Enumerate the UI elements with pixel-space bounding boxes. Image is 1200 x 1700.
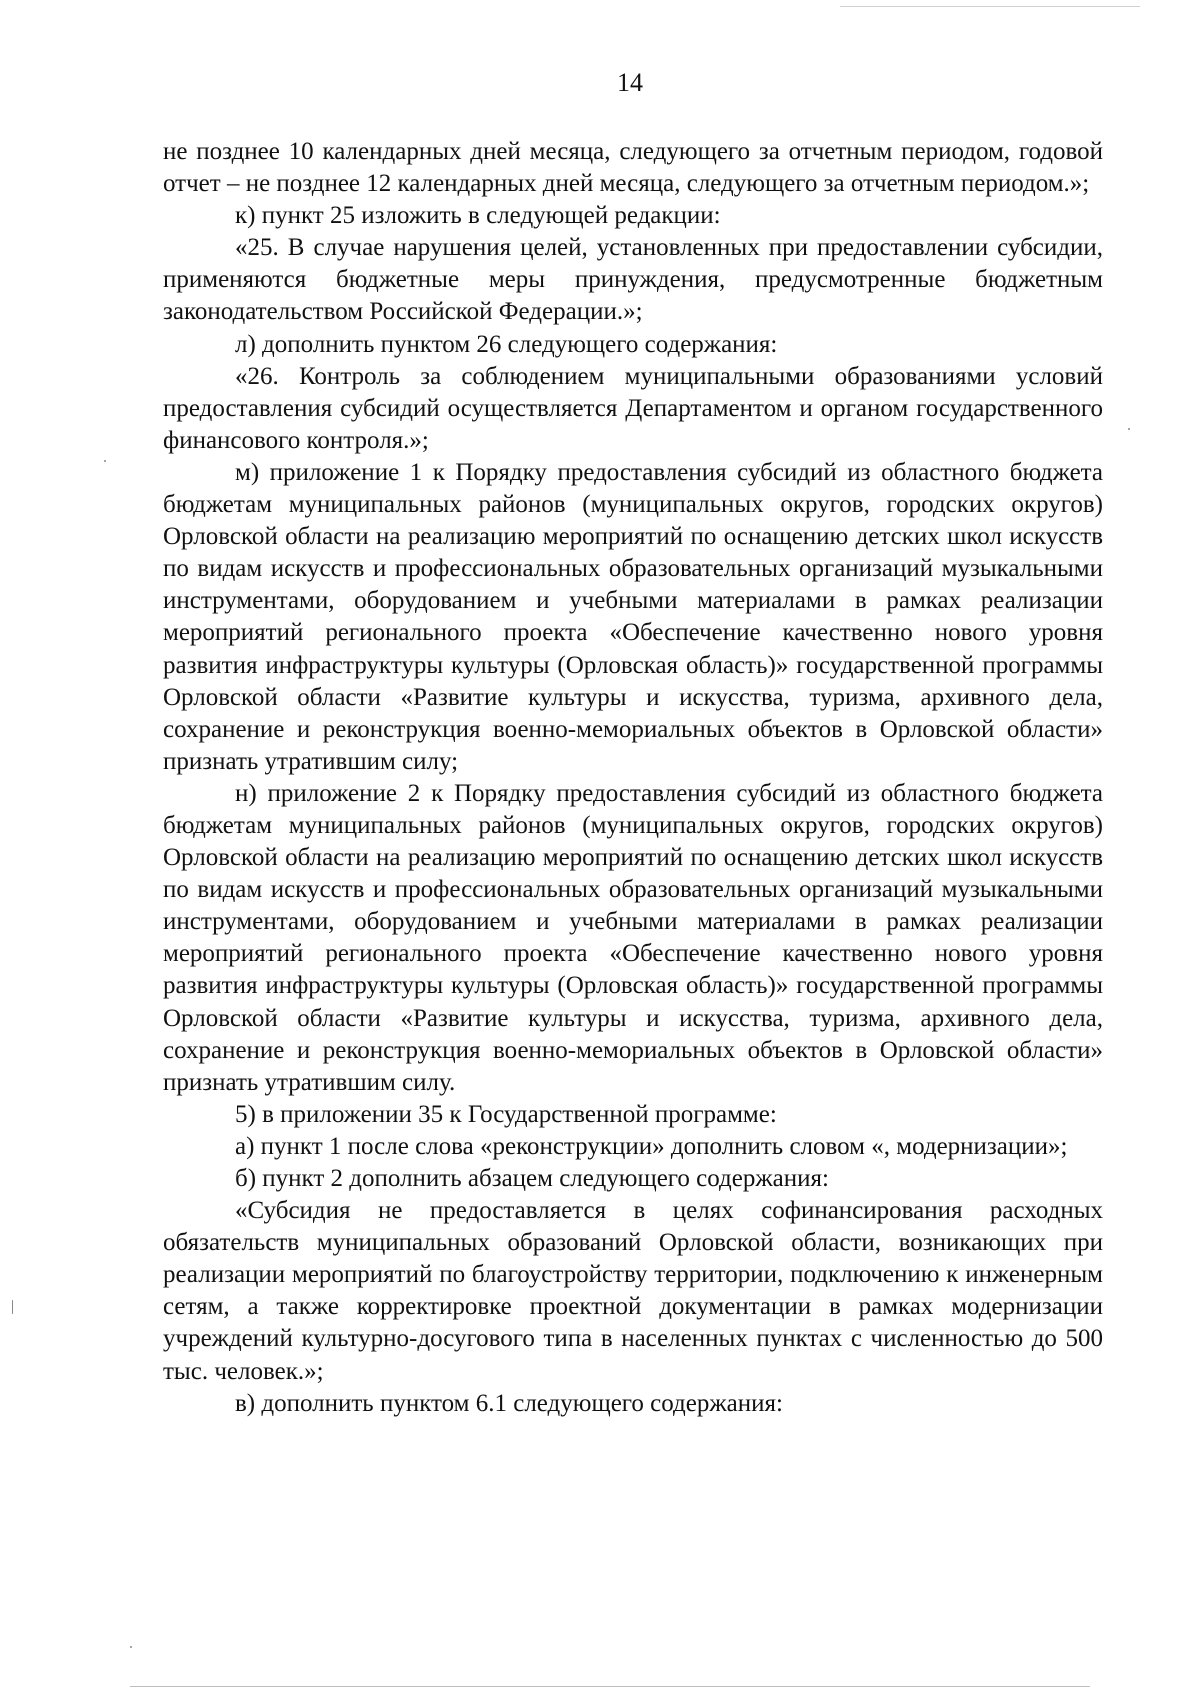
paragraph-point-25: «25. В случае нарушения целей, установленных при предоставлении субсидии, применяются бюджетные меры принуждения, предусмотренные бюджетным законодательством Российской Федерации.»; <box>163 234 1103 326</box>
paragraph-item-m: м) приложение 1 к Порядку предоставления субсидий из областного бюджета бюджетам муниципальных районов (муниципальных округов, городских округов) Орловской области на реализацию мероприятий по оснащению детских школ искусств по видам искусств и профессиональных образовательных организаций музыкальными инструментами, оборудованием и учебными материалами в рамках реализации мероприятий регионального проекта «Обеспечение качественно нового уровня развития инфраструктуры культуры (Орловская область)» государственной программы Орловской области «Развитие культуры и искусства, туризма, архивного дела, сохранение и реконструкция военно-мемориальных объектов в Орловской области» признать утратившим силу; <box>163 458 1103 775</box>
paragraph-continuation: не позднее 10 календарных дней месяца, следующего за отчетным периодом, годовой отчет – не позднее 12 календарных дней месяца, следующего за отчетным периодом.»; <box>163 138 1103 198</box>
scan-speck <box>12 1300 13 1314</box>
paragraph-item-k: к) пункт 25 изложить в следующей редакции: <box>235 202 721 230</box>
page-number: 14 <box>617 68 643 97</box>
paragraph-item-5: 5) в приложении 35 к Государственной программе: <box>235 1100 777 1128</box>
paragraph-item-a: а) пункт 1 после слова «реконструкции» дополнить словом «, модернизации»; <box>235 1132 1068 1160</box>
paragraph-item-l: л) дополнить пунктом 26 следующего содержания: <box>235 330 778 358</box>
scan-edge-bottom <box>130 1686 1090 1687</box>
paragraph-item-v: в) дополнить пунктом 6.1 следующего содержания: <box>235 1389 783 1417</box>
scan-speck <box>130 1646 132 1648</box>
scan-speck <box>104 460 106 462</box>
document-body <box>163 136 1103 1420</box>
paragraph-item-n: н) приложение 2 к Порядку предоставления субсидий из областного бюджета бюджетам муниципальных районов (муниципальных округов, городских округов) Орловской области на реализацию мероприятий по оснащению детских школ искусств по видам искусств и профессиональных образовательных организаций музыкальными инструментами, оборудованием и учебными материалами в рамках реализации мероприятий регионального проекта «Обеспечение качественно нового уровня развития инфраструктуры культуры (Орловская область)» государственной программы Орловской области «Развитие культуры и искусства, туризма, архивного дела, сохранение и реконструкция военно-мемориальных объектов в Орловской области» признать утратившим силу. <box>163 779 1103 1096</box>
paragraph-item-b: б) пункт 2 дополнить абзацем следующего содержания: <box>235 1165 829 1192</box>
paragraph-subsidy-clause: «Субсидия не предоставляется в целях софинансирования расходных обязательств муниципальных образований Орловской области, возникающих при реализации мероприятий по благоустройству территории, подключению к инженерным сетям, а также корректировке проектной документации в рамках модернизации учреждений культурно-досугового типа в населенных пунктах с численностью до 500 тыс. человек.»; <box>163 1197 1103 1385</box>
paragraph-point-26: «26. Контроль за соблюдением муниципальными образованиями условий предоставления субсидий осуществляется Департаментом и органом государственного финансового контроля.»; <box>163 362 1103 454</box>
scan-edge-top <box>840 6 1140 7</box>
scan-speck <box>1128 428 1130 430</box>
